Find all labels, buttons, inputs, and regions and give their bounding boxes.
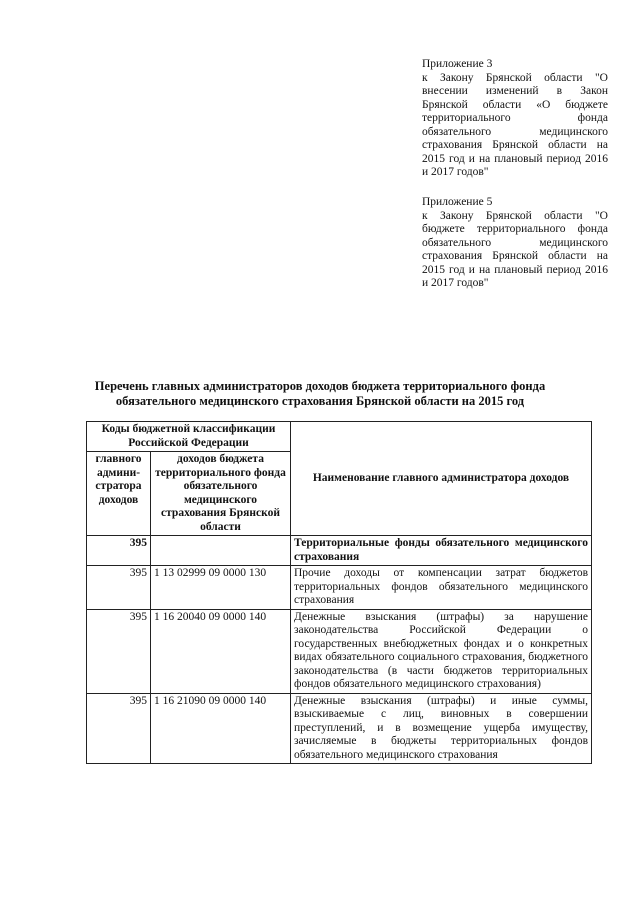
table-row — [87, 693, 592, 764]
table-row — [87, 566, 592, 610]
document-heading: Перечень главных администраторов доходов бюджета территориального фонда обязательного медицинского страхования Брянской области на 2015 год — [94, 379, 546, 408]
appendix-5-title: Приложение 5 — [422, 196, 493, 208]
admin-name-cell: Денежные взыскания (штрафы) за нарушение законодательства Российской Федерации о государственных внебюджетных фондах и о конкретных видах обязательного социального страхования, бюджетного законодательства (в части бюджетов территориальных фондов обязательного медицинского страхования) — [291, 609, 592, 693]
admin-name-cell: Прочие доходы от компенсации затрат бюджетов территориальных фондов обязательного медицинского страхования — [291, 566, 592, 610]
admin-code-cell: 395 — [87, 536, 151, 566]
appendix-3 — [422, 58, 608, 180]
admin-code-header: главного админи-стратора доходов — [87, 452, 151, 536]
admin-name-header: Наименование главного администратора доходов — [291, 422, 592, 536]
appendix-3-title: Приложение 3 — [422, 58, 493, 70]
admin-code-cell: 395 — [87, 693, 151, 764]
income-code-cell — [151, 536, 291, 566]
budget-codes-header: Коды бюджетной классификации Российской Федерации — [87, 422, 291, 452]
administrators-table — [86, 421, 592, 764]
appendix-3-text: к Закону Брянской области "О внесении изменений в Закон Брянской области «О бюджете территориального фонда обязательного медицинского страхования Брянской области на 2015 год и на плановый период 2016 и 2017 годов" — [422, 71, 608, 178]
admin-code-cell: 395 — [87, 566, 151, 610]
appendix-5 — [422, 196, 608, 291]
table-row — [87, 609, 592, 693]
appendix-5-text: к Закону Брянской области "О бюджете территориального фонда обязательного медицинского страхования Брянской области на 2015 год и на плановый период 2016 и 2017 годов" — [422, 209, 608, 289]
income-code-cell: 1 16 21090 09 0000 140 — [151, 693, 291, 764]
income-code-header: доходов бюджета территориального фонда обязательного медицинского страхования Брянской области — [151, 452, 291, 536]
table-row — [87, 536, 592, 566]
income-code-cell: 1 13 02999 09 0000 130 — [151, 566, 291, 610]
admin-name-cell: Территориальные фонды обязательного медицинского страхования — [291, 536, 592, 566]
admin-name-cell: Денежные взыскания (штрафы) и иные суммы, взыскиваемые с лиц, виновных в совершении преступлений, и в возмещение ущерба имуществу, зачисляемые в бюджеты территориальных фондов обязательного медицинского страхования — [291, 693, 592, 764]
income-code-cell: 1 16 20040 09 0000 140 — [151, 609, 291, 693]
admin-code-cell: 395 — [87, 609, 151, 693]
